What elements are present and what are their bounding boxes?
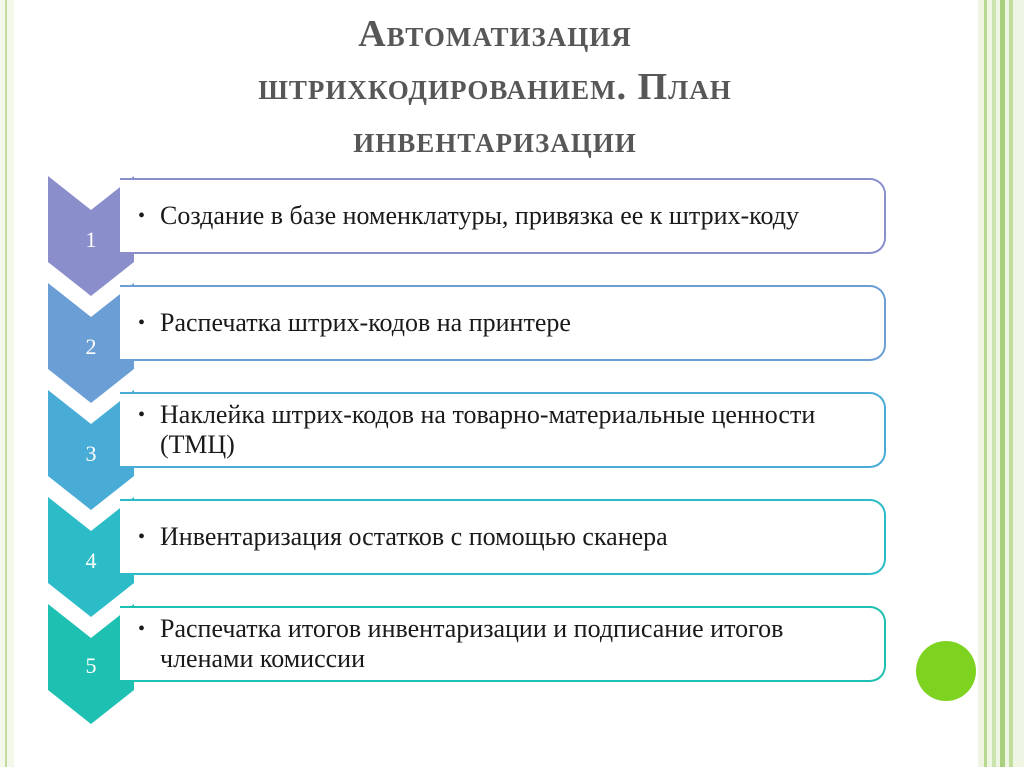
title-line-1: Автоматизация (358, 13, 632, 55)
step-number-1: 1 (85, 227, 97, 252)
step-text-3: • Наклейка штрих-кодов на товарно-материальные ценности (ТМЦ) (160, 400, 854, 460)
step-box-2 (120, 285, 886, 361)
step-box-5 (120, 606, 886, 682)
step-box-1 (120, 178, 886, 254)
step-text-1: • Создание в базе номенклатуры, привязка ее к штрих-коду (160, 201, 799, 231)
step-text-5: • Распечатка итогов инвентаризации и подписание итогов членами комиссии (160, 614, 854, 674)
step-number-3: 3 (85, 441, 97, 466)
step-box-3 (120, 392, 886, 468)
title-line-3: инвентаризации (353, 119, 637, 161)
step-text-4: • Инвентаризация остатков с помощью сканера (160, 522, 668, 552)
step-text-2: • Распечатка штрих-кодов на принтере (160, 308, 571, 338)
step-number-2: 2 (85, 334, 97, 359)
step-number-5: 5 (85, 653, 97, 678)
step-number-4: 4 (85, 548, 97, 573)
accent-dot (916, 641, 976, 701)
step-box-4 (120, 499, 886, 575)
title-line-2: штрихкодированием. План (258, 66, 732, 108)
